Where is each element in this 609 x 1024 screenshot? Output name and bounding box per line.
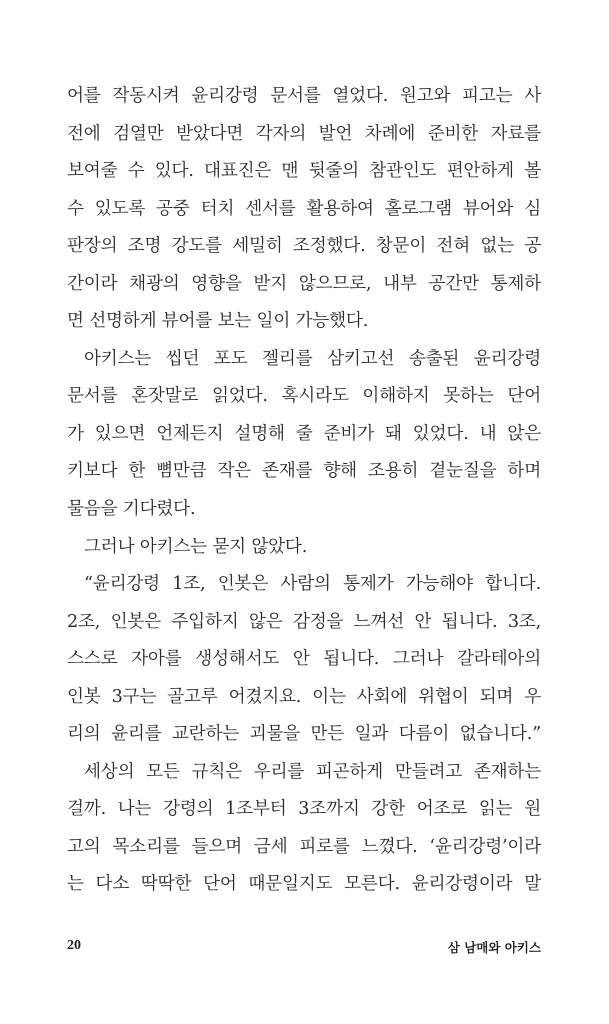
text-line: 전에 검열만 받았다면 각자의 발언 차례에 준비한 자료를 — [67, 123, 541, 144]
text-line: 그러나 아키스는 묻지 않았다. — [84, 536, 308, 557]
text-line: 키보다 한 뼘만큼 작은 존재를 향해 조용히 곁눈질을 하며 — [67, 461, 541, 482]
page-number: 20 — [67, 938, 81, 953]
body-text — [67, 78, 541, 904]
text-line: 보여줄 수 있다. 대표진은 맨 뒷줄의 참관인도 편안하게 볼 — [67, 161, 541, 182]
text-line: 는 다소 딱딱한 단어 때문일지도 모른다. 윤리강령이라 말 — [67, 874, 541, 895]
text-line: 가 있으면 언제든지 설명해 줄 준비가 돼 있었다. 내 앉은 — [67, 423, 541, 444]
text-line: 2조, 인봇은 주입하지 않은 감정을 느껴선 안 됩니다. 3조, — [67, 611, 541, 632]
text-line: 어를 작동시켜 윤리강령 문서를 열었다. 원고와 피고는 사 — [67, 86, 541, 106]
text-line: 아키스는 씹던 포도 젤리를 삼키고선 송출된 윤리강령 — [84, 348, 541, 369]
text-line: 인봇 3구는 골고루 어겼지요. 이는 사회에 위협이 되며 우 — [67, 686, 541, 707]
text-line: 면 선명하게 뷰어를 보는 일이 가능했다. — [67, 311, 369, 332]
text-line: 문서를 혼잣말로 읽었다. 혹시라도 이해하지 못하는 단어 — [67, 386, 541, 407]
text-line: 스스로 자아를 생성해서도 안 됩니다. 그러나 갈라테아의 — [67, 649, 541, 670]
text-line: 수 있도록 공중 터치 센서를 활용하여 홀로그램 뷰어와 심 — [67, 198, 541, 219]
running-title: 삼 남매와 아키스 — [447, 940, 541, 955]
text-line: 물음을 기다렸다. — [67, 499, 196, 520]
text-line: 판장의 조명 강도를 세밀히 조정했다. 창문이 전혀 없는 공 — [67, 236, 541, 257]
page-footer — [67, 938, 541, 960]
text-line: “윤리강령 1조, 인봇은 사람의 통제가 가능해야 합니다. — [84, 574, 541, 595]
text-line: 고의 목소리를 들으며 금세 피로를 느꼈다. ‘윤리강령’이라 — [67, 836, 541, 857]
text-line: 리의 윤리를 교란하는 괴물을 만든 일과 다름이 없습니다.” — [67, 724, 541, 745]
text-line: 세상의 모든 규칙은 우리를 피곤하게 만들려고 존재하는 — [84, 761, 541, 782]
text-line: 걸까. 나는 강령의 1조부터 3조까지 강한 어조로 읽는 원 — [67, 799, 541, 820]
text-line: 간이라 채광의 영향을 받지 않으므로, 내부 공간만 통제하 — [67, 273, 541, 294]
